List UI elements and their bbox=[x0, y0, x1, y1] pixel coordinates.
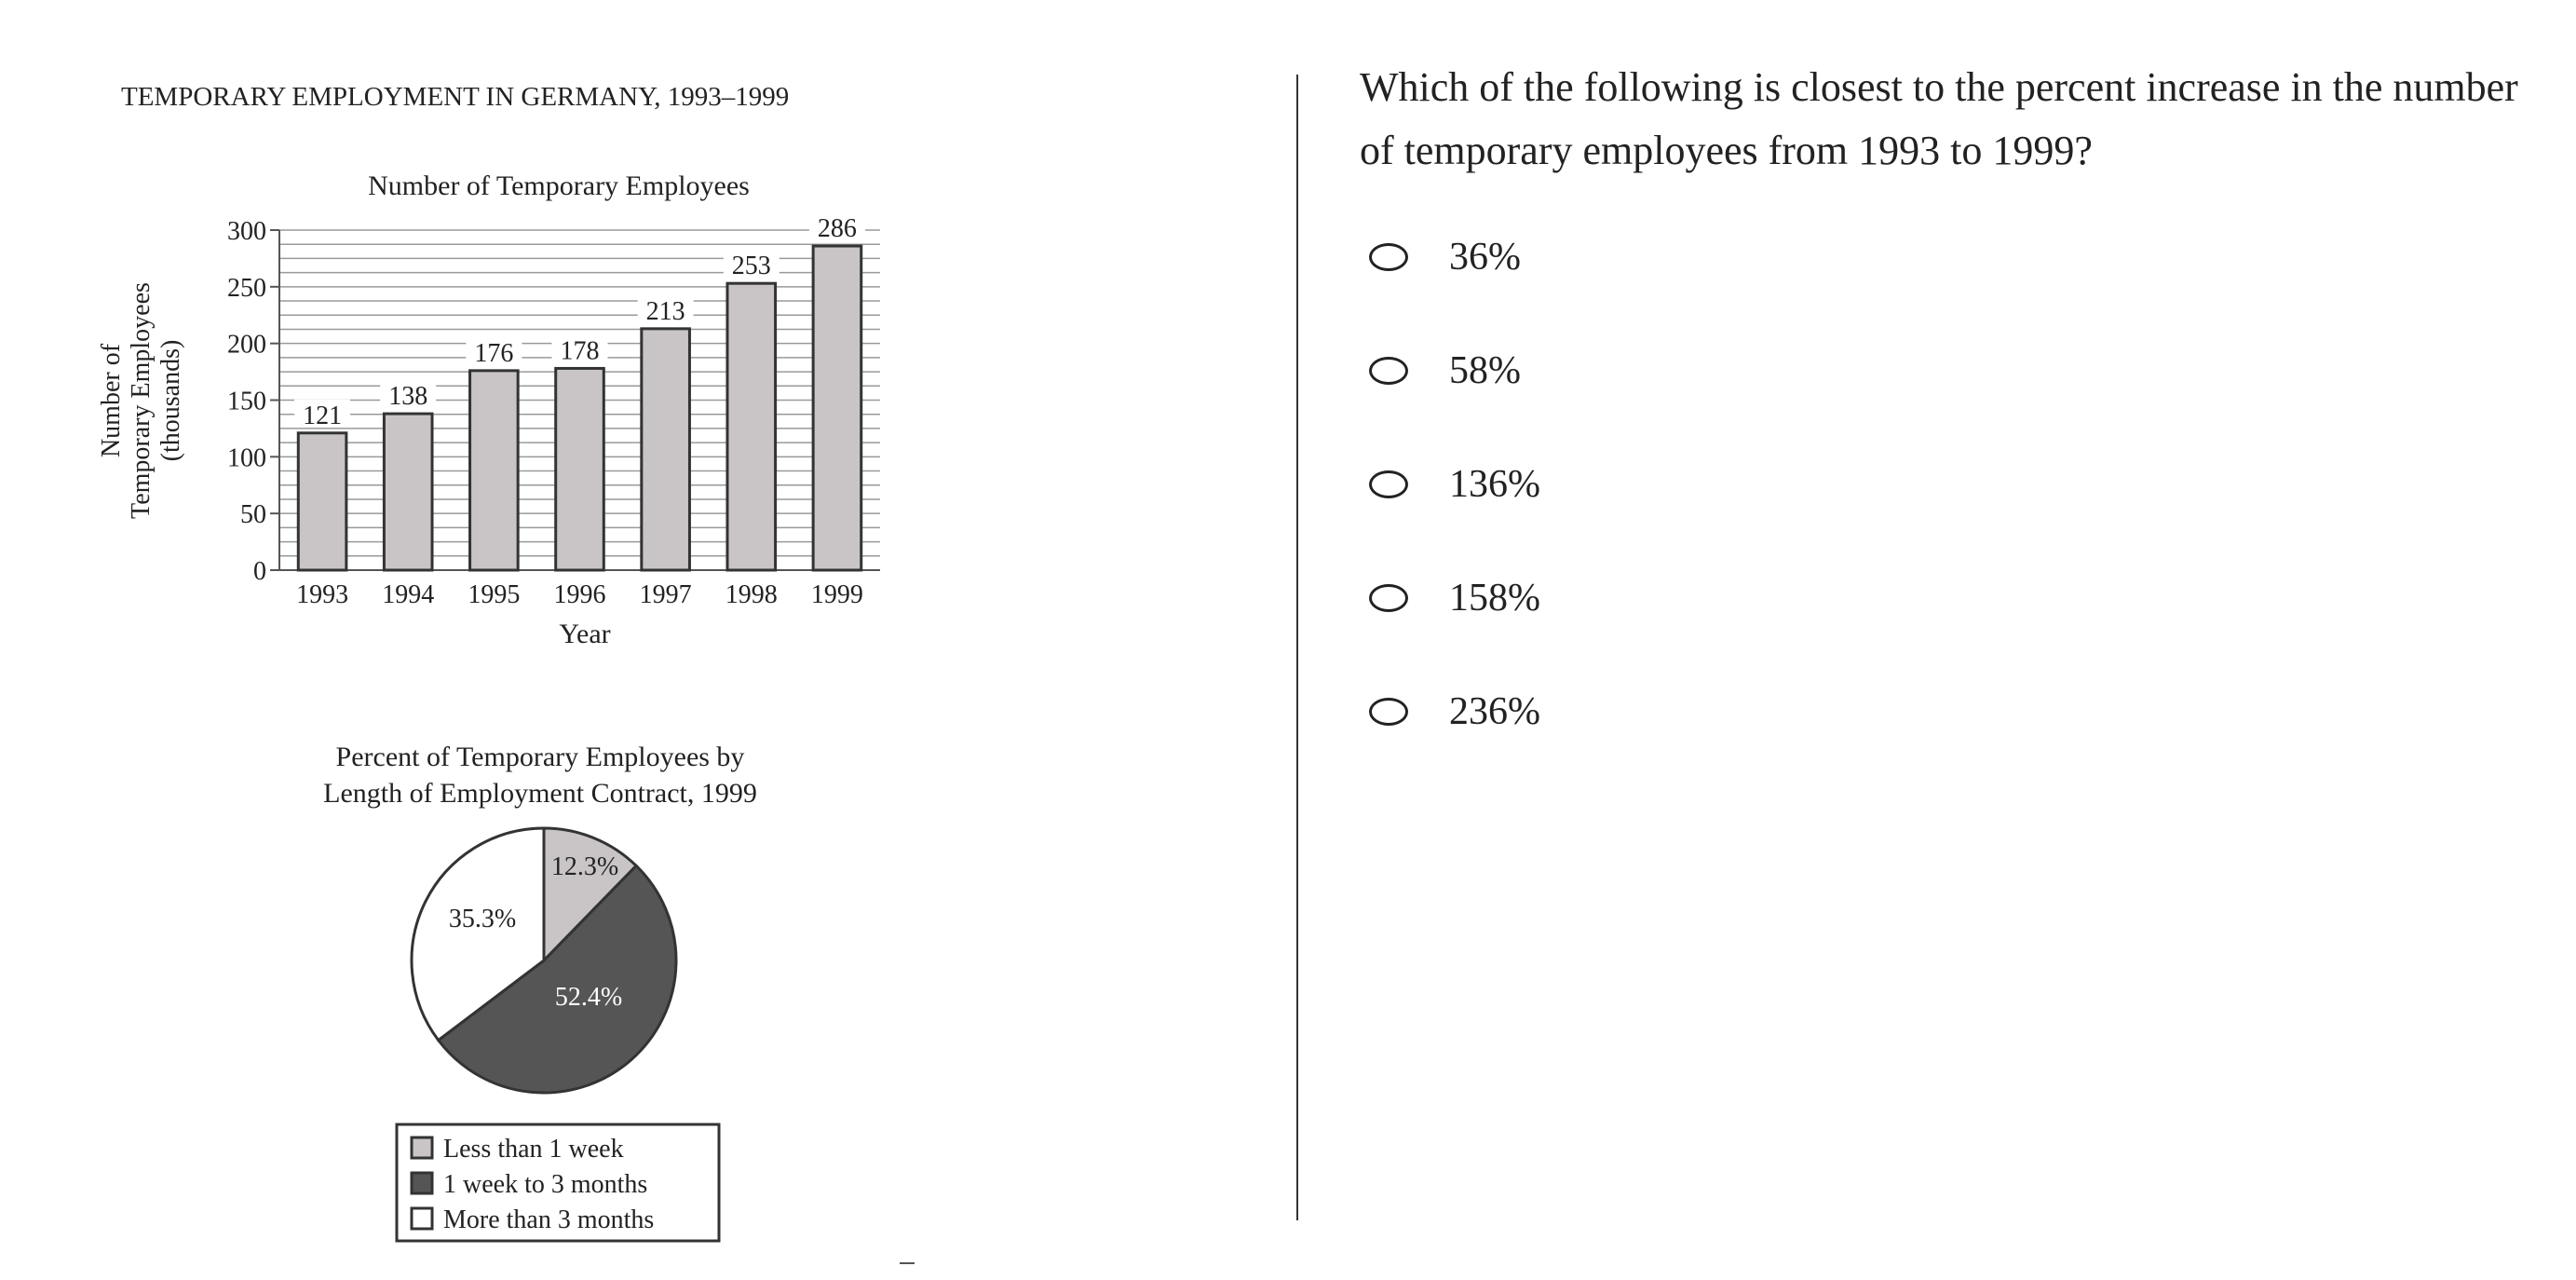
bar-chart-bar bbox=[384, 414, 432, 570]
bar-chart bbox=[97, 170, 880, 649]
pie-chart-slice-label: 35.3% bbox=[448, 905, 517, 933]
bar-chart-x-tick-label: 1997 bbox=[639, 580, 692, 609]
bar-chart-x-label: Year bbox=[559, 619, 611, 649]
bar-chart-y-label bbox=[97, 282, 185, 519]
bar-chart-y-ticks bbox=[227, 217, 279, 586]
bar-chart-bar bbox=[470, 371, 519, 570]
pie-chart-slice-label: 52.4% bbox=[554, 983, 623, 1012]
pie-chart bbox=[323, 742, 757, 1241]
answer-choices bbox=[1360, 220, 2524, 749]
answer-choice[interactable] bbox=[1360, 334, 2524, 408]
bar-chart-data-label: 176 bbox=[474, 338, 514, 368]
pie-chart-legend-swatch bbox=[412, 1208, 432, 1229]
pie-chart-legend-label: Less than 1 week bbox=[443, 1135, 624, 1164]
bar-chart-x-ticks bbox=[296, 580, 863, 609]
pie-chart-title-line-1: Percent of Temporary Employees by bbox=[335, 742, 745, 772]
bar-chart-x-tick-label: 1996 bbox=[553, 580, 606, 609]
answer-label: 58% bbox=[1449, 349, 1521, 392]
question-panel bbox=[1360, 56, 2524, 788]
answer-label: 158% bbox=[1449, 577, 1540, 620]
pie-chart-legend-swatch bbox=[412, 1173, 432, 1193]
bar-chart-bar bbox=[727, 283, 776, 570]
bar-chart-x-tick-label: 1994 bbox=[382, 580, 435, 609]
bar-chart-y-tick-label: 0 bbox=[253, 557, 266, 586]
answer-label: 36% bbox=[1449, 236, 1521, 279]
bar-chart-x-tick-label: 1993 bbox=[296, 580, 349, 609]
bar-chart-y-tick-label: 50 bbox=[240, 500, 266, 530]
small-mark bbox=[900, 1262, 915, 1264]
answer-choice[interactable] bbox=[1360, 447, 2524, 522]
question-text: Which of the following is closest to the percent increase in the number of temporary employees from 1993 to 1999? bbox=[1360, 64, 2518, 173]
panel-divider bbox=[1296, 75, 1298, 1220]
bar-chart-data-label: 213 bbox=[645, 296, 685, 326]
answer-label: 136% bbox=[1449, 463, 1540, 506]
answer-choice[interactable] bbox=[1360, 561, 2524, 635]
radio-button[interactable] bbox=[1369, 243, 1408, 271]
pie-chart-legend-swatch bbox=[412, 1137, 432, 1158]
bar-chart-y-tick-label: 150 bbox=[227, 387, 266, 416]
figure-svg bbox=[0, 0, 931, 1275]
bar-chart-y-label-line: Temporary Employees bbox=[127, 282, 156, 519]
radio-button[interactable] bbox=[1369, 698, 1408, 726]
figure-title: TEMPORARY EMPLOYMENT IN GERMANY, 1993–1999 bbox=[121, 82, 790, 112]
pie-chart-legend bbox=[397, 1124, 719, 1241]
figure-panel bbox=[0, 0, 931, 1275]
pie-chart-legend-label: More than 3 months bbox=[443, 1205, 655, 1234]
bar-chart-y-tick-label: 250 bbox=[227, 273, 266, 303]
bar-chart-data-label: 286 bbox=[817, 214, 857, 244]
bar-chart-y-tick-label: 300 bbox=[227, 217, 266, 246]
answer-choice[interactable] bbox=[1360, 220, 2524, 294]
bar-chart-bar bbox=[642, 329, 690, 570]
bar-chart-y-tick-label: 100 bbox=[227, 443, 266, 473]
bar-chart-bar bbox=[813, 246, 861, 570]
bar-chart-x-tick-label: 1995 bbox=[468, 580, 521, 609]
bar-chart-x-tick-label: 1998 bbox=[725, 580, 778, 609]
pie-chart-legend-label: 1 week to 3 months bbox=[443, 1170, 648, 1199]
pie-chart-title-line-2: Length of Employment Contract, 1999 bbox=[323, 778, 757, 809]
bar-chart-data-label: 138 bbox=[388, 382, 428, 412]
bar-chart-y-label-line: Number of bbox=[97, 343, 126, 458]
bar-chart-x-tick-label: 1999 bbox=[810, 580, 863, 609]
answer-choice[interactable] bbox=[1360, 674, 2524, 749]
bar-chart-data-label: 253 bbox=[731, 252, 771, 281]
bar-chart-y-label-line: (thousands) bbox=[156, 339, 185, 462]
bar-chart-y-tick-label: 200 bbox=[227, 330, 266, 360]
bar-chart-title: Number of Temporary Employees bbox=[368, 170, 750, 201]
bar-chart-bar bbox=[298, 433, 346, 570]
radio-button[interactable] bbox=[1369, 584, 1408, 612]
radio-button[interactable] bbox=[1369, 470, 1408, 498]
radio-button[interactable] bbox=[1369, 357, 1408, 385]
pie-chart-slices bbox=[412, 828, 676, 1093]
bar-chart-data-label: 178 bbox=[560, 336, 600, 366]
pie-chart-slice-label: 12.3% bbox=[550, 852, 619, 881]
bar-chart-bar bbox=[556, 368, 604, 570]
answer-label: 236% bbox=[1449, 690, 1540, 733]
bar-chart-data-label: 121 bbox=[303, 401, 343, 430]
